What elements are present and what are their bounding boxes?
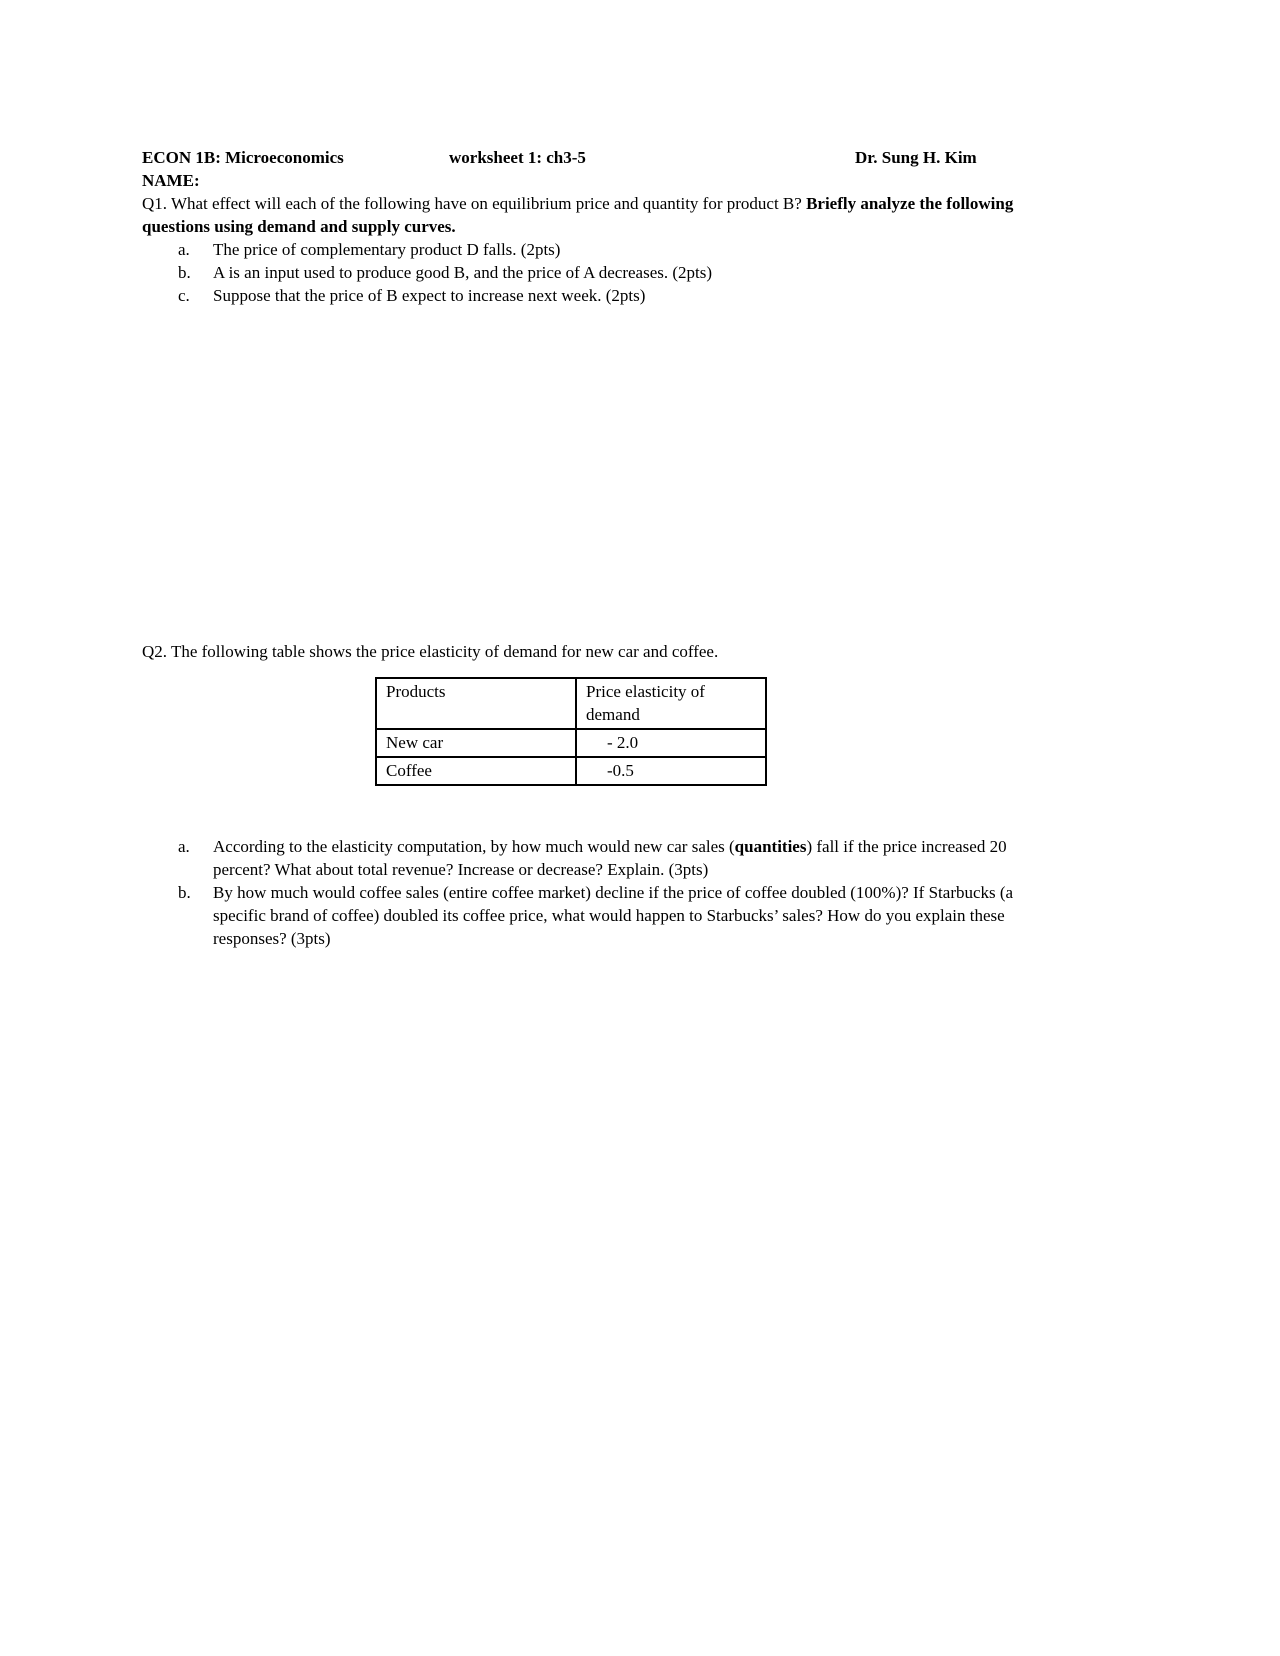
list-item-text [213, 835, 1048, 881]
list-marker: a. [178, 837, 190, 856]
table-cell-product: New car [376, 729, 576, 757]
doc-header [142, 146, 1048, 169]
table-cell-elasticity: - 2.0 [576, 729, 766, 757]
list-marker: b. [178, 883, 191, 902]
list-marker: a. [178, 240, 190, 259]
question-1-intro-bold: Briefly analyze the following questions using demand and supply curves. [142, 194, 1014, 236]
worksheet-title: worksheet 1: ch3-5 [449, 148, 586, 167]
list-item-q1-c [142, 284, 1048, 307]
question-2-section [142, 640, 1048, 950]
course-title: ECON 1B: Microeconomics [142, 148, 344, 167]
question-1-intro-normal: Q1. What effect will each of the following have on equilibrium price and quantity for product B? [142, 194, 807, 213]
elasticity-table [375, 677, 767, 786]
list-item-q2-b [142, 881, 1048, 950]
list-marker: c. [178, 286, 190, 305]
q2a-text-after: ) fall if the price increased 20 percent? What about total revenue? Increase or decrease? Explain. (3pts) [213, 837, 1007, 879]
list-item-q2-a [142, 835, 1048, 881]
question-1-intro [142, 192, 1048, 238]
list-item-text: A is an input used to produce good B, and the price of A decreases. (2pts) [213, 263, 713, 282]
table-row [376, 757, 766, 785]
instructor-name: Dr. Sung H. Kim [855, 148, 977, 167]
question-2-list [142, 835, 1048, 950]
name-label: NAME: [142, 171, 200, 190]
question-1-section [142, 192, 1048, 307]
list-item-text: By how much would coffee sales (entire coffee market) decline if the price of coffee doubled (100%)? If Starbucks (a specific brand of coffee) doubled its coffee price, what would happen to Starbucks’ sales? How do you explain these responses? (3pts) [213, 883, 1014, 948]
q2a-bold-word: quantities [734, 837, 807, 856]
table-header-products: Products [376, 678, 576, 729]
list-item-q1-a [142, 238, 1048, 261]
q2a-text-before: According to the elasticity computation, by how much would new car sales ( [213, 837, 735, 856]
list-item-q1-b [142, 261, 1048, 284]
table-header-elasticity: Price elasticity of demand [576, 678, 766, 729]
list-item-text: The price of complementary product D falls. (2pts) [213, 240, 561, 259]
question-2-intro: Q2. The following table shows the price elasticity of demand for new car and coffee. [142, 642, 719, 661]
table-cell-product: Coffee [376, 757, 576, 785]
list-marker: b. [178, 263, 191, 282]
table-cell-elasticity: -0.5 [576, 757, 766, 785]
list-item-text: Suppose that the price of B expect to increase next week. (2pts) [213, 286, 646, 305]
question-1-list [142, 238, 1048, 307]
table-row [376, 729, 766, 757]
table-header-row [376, 678, 766, 729]
